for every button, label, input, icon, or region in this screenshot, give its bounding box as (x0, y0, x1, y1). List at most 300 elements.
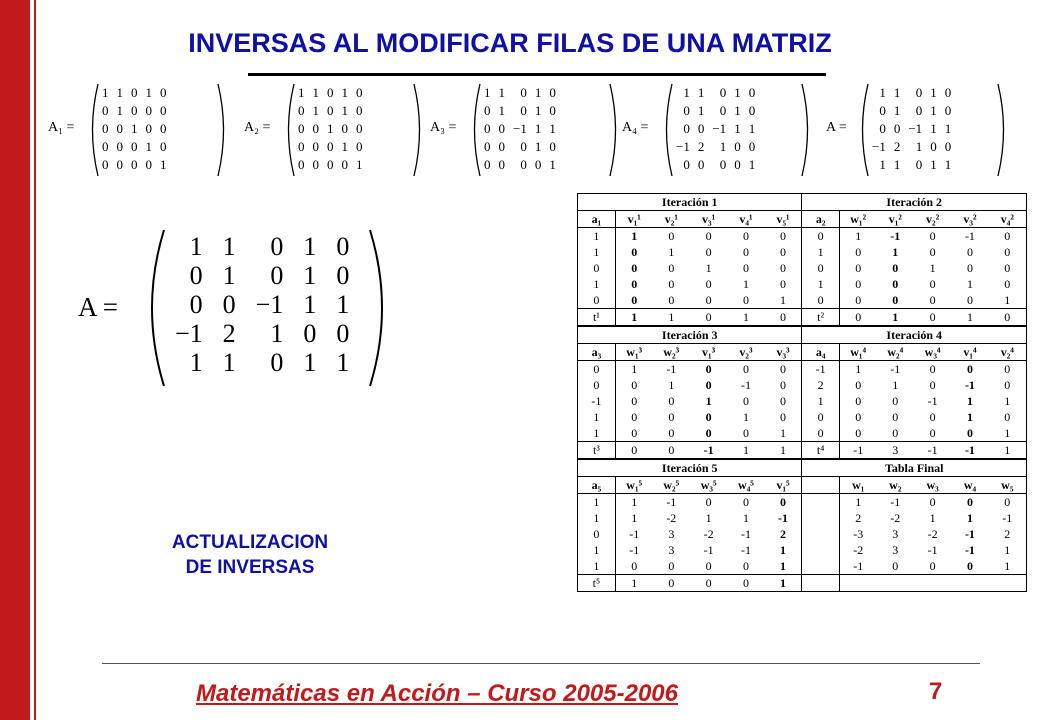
column-header: v₄² (989, 211, 1026, 228)
matrix-cell: 1 (734, 85, 741, 100)
column-header: w₁⁴ (839, 344, 876, 361)
big-matrix-cell: 0 (270, 232, 284, 261)
matrix-cell: 0 (116, 139, 123, 154)
matrix-cell: 1 (893, 157, 901, 172)
iteration-title: Iteración 1 (578, 194, 802, 211)
table-cell: 0 (929, 559, 936, 573)
matrix-cell: 0 (298, 139, 305, 154)
t-row-cell: 0 (839, 309, 876, 326)
table-cell: 0 (855, 378, 862, 392)
table-cell: -1 (853, 559, 864, 573)
table-cell: 0 (705, 495, 712, 509)
matrix-cell: 0 (160, 139, 167, 154)
table-cell: 0 (855, 410, 862, 424)
table-cell: 0 (631, 559, 638, 573)
table-cell: 0 (929, 362, 936, 376)
t-row-cell: 1 (989, 442, 1026, 459)
table-cell: 0 (578, 361, 615, 378)
table-cell (802, 542, 839, 558)
matrix-cell: 1 (893, 85, 901, 100)
matrix-cell: 1 (734, 103, 741, 118)
iteration-tables (577, 193, 1027, 592)
t-row-cell: 0 (690, 575, 727, 592)
table-cell: 1 (802, 276, 839, 292)
t-row-cell: 1 (951, 309, 988, 326)
column-header: w₃ (914, 477, 951, 494)
table-cell: -1 (964, 543, 975, 557)
table-cell: 0 (705, 378, 712, 392)
matrix-cell: −1 (712, 121, 727, 136)
column-header: v₃² (951, 211, 988, 228)
matrix-cell: 0 (719, 157, 727, 172)
table-cell: 0 (705, 362, 712, 376)
footer-text: Matemáticas en Acción – Curso 2005-2006 (196, 680, 679, 707)
small-matrix-label: A₃ = (430, 120, 457, 135)
t-row-cell: t⁴ (802, 442, 839, 459)
actualizacion-caption (100, 530, 400, 580)
matrix-cell: 0 (131, 139, 138, 154)
t-row-cell (951, 575, 988, 592)
column-header: w₄ (951, 477, 988, 494)
t-row-cell: 0 (727, 575, 764, 592)
big-matrix-cell: 0 (303, 319, 317, 348)
big-matrix-cell: 1 (303, 261, 317, 290)
matrix-cell: 0 (549, 139, 556, 154)
table-cell: 0 (765, 260, 802, 276)
matrix-cell: 0 (102, 157, 109, 172)
matrix-cell: 0 (102, 139, 109, 154)
table-cell: 0 (705, 410, 712, 424)
t-row-cell: t¹ (578, 309, 615, 326)
table-cell: 1 (1004, 543, 1011, 557)
matrix-cell: 0 (944, 85, 952, 100)
t-row-cell: 1 (877, 309, 914, 326)
table-cell: 0 (742, 495, 749, 509)
matrix-cell: 1 (327, 121, 334, 136)
matrix-cell: 1 (145, 139, 152, 154)
matrix-cell: 0 (734, 139, 741, 154)
table-cell (802, 558, 839, 575)
table-cell: 0 (802, 292, 839, 309)
table-cell: 1 (578, 558, 615, 575)
table-cell: -1 (666, 495, 677, 509)
matrix-cell: 0 (520, 157, 527, 172)
table-cell: 1 (705, 511, 712, 525)
table-cell: 0 (802, 409, 839, 425)
footer-rule (102, 663, 980, 664)
column-header: v₂⁴ (989, 344, 1026, 361)
table-cell: 1 (578, 228, 615, 245)
matrix-cell: 0 (944, 139, 952, 154)
table-cell: 0 (929, 426, 936, 440)
matrix-cell: 0 (160, 85, 167, 100)
column-header: v₁¹ (615, 211, 652, 228)
small-matrix-label: A₂ = (244, 120, 271, 135)
small-matrix (672, 84, 759, 174)
table-cell: 0 (668, 410, 675, 424)
table-cell: -1 (802, 361, 839, 378)
matrix-cell: 1 (683, 85, 690, 100)
table-cell: -1 (703, 543, 714, 557)
table-cell: 1 (855, 229, 862, 243)
matrix-cell: 1 (549, 157, 556, 172)
table-cell: 0 (742, 293, 749, 307)
matrix-cell: 0 (484, 121, 491, 136)
table-cell: 1 (966, 511, 973, 525)
column-header: v₂² (914, 211, 951, 228)
column-header: w₃⁴ (914, 344, 951, 361)
small-matrix-right-paren (800, 82, 814, 178)
big-matrix-cell: 2 (222, 319, 236, 348)
big-matrix-cell: 0 (189, 261, 203, 290)
big-matrix-cell: 0 (270, 348, 284, 377)
matrix-cell: 0 (915, 157, 923, 172)
table-cell: 1 (631, 511, 638, 525)
table-cell: 1 (802, 244, 839, 260)
t-row-cell (914, 575, 951, 592)
matrix-cell: 1 (930, 85, 937, 100)
matrix-cell: 0 (930, 139, 937, 154)
matrix-cell: 0 (356, 121, 363, 136)
table-cell: 0 (668, 261, 675, 275)
table-cell: 0 (668, 229, 675, 243)
iteration-title: Tabla Final (802, 460, 1026, 477)
table-cell: 0 (578, 526, 615, 542)
matrix-cell: 0 (944, 103, 952, 118)
iteration-table (578, 327, 1026, 458)
table-cell: 0 (705, 426, 712, 440)
column-header: a₃ (578, 344, 615, 361)
table-cell: 1 (1004, 293, 1011, 307)
table-cell: 0 (892, 559, 899, 573)
matrix-cell: 1 (534, 121, 542, 136)
column-header: w₁ (839, 477, 876, 494)
t-row-cell (802, 575, 839, 592)
big-matrix-cell: 1 (303, 348, 317, 377)
column-header (802, 477, 839, 494)
matrix-cell: 0 (131, 157, 138, 172)
small-matrix (294, 84, 367, 174)
table-cell: 0 (1004, 362, 1011, 376)
column-header: w₄⁵ (727, 477, 764, 494)
table-cell: 1 (631, 495, 638, 509)
matrix-cell: 0 (683, 103, 690, 118)
table-cell: 0 (705, 245, 712, 259)
small-matrix (98, 84, 171, 174)
matrix-cell: 0 (145, 157, 152, 172)
table-cell: 0 (892, 410, 899, 424)
table-cell: -1 (740, 543, 751, 557)
small-matrix-right-paren (412, 82, 426, 178)
table-cell: 0 (802, 425, 839, 442)
matrix-cell: 0 (116, 121, 123, 136)
matrix-cell: 0 (719, 85, 727, 100)
matrix-cell: 1 (312, 85, 319, 100)
table-cell: 0 (765, 276, 802, 292)
table-cell: 0 (631, 426, 638, 440)
page-number: 7 (929, 678, 943, 705)
table-cell (802, 494, 839, 511)
column-header: w₅ (989, 477, 1026, 494)
table-cell: 0 (742, 245, 749, 259)
matrix-cell: 0 (520, 103, 527, 118)
table-cell: -1 (765, 510, 802, 526)
table-cell: -1 (740, 378, 751, 392)
table-cell: 0 (631, 394, 638, 408)
matrix-cell: −1 (872, 139, 886, 154)
actualizacion-line1: ACTUALIZACION (171, 532, 329, 553)
column-header: v₁² (877, 211, 914, 228)
t-row-cell: 0 (765, 309, 802, 326)
table-cell: 0 (1004, 495, 1011, 509)
table-cell: 1 (765, 542, 802, 558)
matrix-cell: 1 (748, 157, 756, 172)
table-cell: 0 (631, 245, 638, 259)
table-cell: 0 (705, 559, 712, 573)
actualizacion-line2: DE INVERSAS (185, 557, 315, 578)
column-header: a₁ (578, 211, 615, 228)
table-cell: 1 (966, 410, 973, 424)
table-cell: -1 (927, 543, 938, 557)
matrix-cell: 1 (930, 121, 937, 136)
column-header: a₄ (802, 344, 839, 361)
matrix-cell: 2 (697, 139, 705, 154)
table-cell: 0 (578, 260, 615, 276)
table-cell: 0 (929, 495, 936, 509)
t-row-cell: 1 (615, 309, 652, 326)
matrix-cell: 0 (116, 157, 123, 172)
table-cell: 1 (855, 495, 862, 509)
table-cell: 0 (855, 426, 862, 440)
matrix-cell: 1 (697, 85, 705, 100)
matrix-cell: 1 (116, 103, 123, 118)
table-cell: 1 (578, 244, 615, 260)
column-header: a₂ (802, 211, 839, 228)
column-header: w₃⁵ (690, 477, 727, 494)
table-cell: 1 (705, 261, 712, 275)
matrix-cell: 0 (327, 157, 334, 172)
matrix-cell: 1 (498, 85, 505, 100)
table-cell: -1 (964, 229, 975, 243)
table-cell: -2 (890, 511, 901, 525)
matrix-cell: 0 (549, 85, 556, 100)
table-cell: 1 (1004, 559, 1011, 573)
table-cell: 1 (668, 378, 675, 392)
matrix-cell: −1 (908, 121, 923, 136)
big-right-paren (366, 228, 396, 388)
matrix-cell: 1 (145, 85, 152, 100)
table-cell: 0 (765, 409, 802, 425)
matrix-cell: 1 (944, 121, 952, 136)
table-cell: 0 (929, 378, 936, 392)
matrix-cell: 1 (116, 85, 123, 100)
matrix-cell: 0 (312, 157, 319, 172)
matrix-cell: 0 (145, 121, 152, 136)
table-cell: 1 (765, 292, 802, 309)
big-matrix-cell: −1 (255, 290, 284, 319)
small-matrix (868, 84, 955, 174)
table-cell: 2 (802, 377, 839, 393)
table-cell: -1 (629, 527, 640, 541)
big-matrix-cell: 1 (189, 348, 203, 377)
table-cell: 3 (668, 527, 675, 541)
big-matrix-cell: 0 (336, 319, 350, 348)
table-cell: 0 (668, 293, 675, 307)
matrix-cell: 0 (312, 139, 319, 154)
big-matrix-cell: 0 (189, 290, 203, 319)
matrix-cell: 0 (893, 121, 901, 136)
matrix-cell: 1 (893, 103, 901, 118)
t-row-cell (989, 575, 1026, 592)
matrix-cell: 0 (160, 121, 167, 136)
table-cell: 0 (668, 394, 675, 408)
table-cell: 0 (855, 261, 862, 275)
matrix-cell: 1 (102, 85, 109, 100)
table-cell: 0 (1004, 410, 1011, 424)
matrix-cell: 0 (160, 103, 167, 118)
matrix-cell: 1 (341, 85, 348, 100)
table-cell: -1 (964, 527, 975, 541)
table-cell: 1 (765, 558, 802, 575)
table-cell: 1 (765, 425, 802, 442)
matrix-cell: 1 (697, 103, 705, 118)
table-cell: 1 (578, 425, 615, 442)
matrix-cell: 1 (131, 121, 138, 136)
big-matrix-cell: 0 (336, 232, 350, 261)
title-underline (248, 73, 826, 76)
table-cell: 0 (742, 362, 749, 376)
matrix-cell: 0 (520, 85, 527, 100)
table-cell: 0 (742, 559, 749, 573)
table-cell: -1 (964, 378, 975, 392)
table-cell: 1 (578, 542, 615, 558)
matrix-cell: 0 (327, 103, 334, 118)
table-cell: -1 (927, 394, 938, 408)
table-cell: 0 (802, 228, 839, 245)
big-matrix-cell: 1 (303, 232, 317, 261)
table-cell: 0 (855, 293, 862, 307)
table-cell: 1 (668, 245, 675, 259)
t-row-cell: t⁵ (578, 575, 615, 592)
t-row-cell: 0 (989, 309, 1026, 326)
table-cell: 2 (1004, 527, 1011, 541)
table-cell: 1 (929, 511, 936, 525)
table-cell: 0 (929, 245, 936, 259)
table-cell: -1 (890, 362, 901, 376)
table-cell: 0 (966, 362, 973, 376)
matrix-cell: 0 (484, 139, 491, 154)
matrix-cell: 0 (102, 103, 109, 118)
table-cell: -1 (629, 543, 640, 557)
matrix-cell: 0 (356, 103, 363, 118)
matrix-cell: 0 (131, 85, 138, 100)
table-cell: 3 (892, 527, 899, 541)
big-matrix-cell: 0 (222, 290, 236, 319)
table-cell: 1 (802, 393, 839, 409)
iteration-title: Iteración 3 (578, 327, 802, 344)
matrix-cell: 0 (748, 85, 756, 100)
table-cell: 2 (855, 511, 862, 525)
column-header: w₂⁵ (653, 477, 690, 494)
table-cell: 0 (705, 277, 712, 291)
column-header: v₄¹ (727, 211, 764, 228)
matrix-cell: 0 (298, 103, 305, 118)
table-cell: 0 (929, 293, 936, 307)
small-matrix (480, 84, 560, 174)
table-cell: 0 (929, 277, 936, 291)
column-header: v₃³ (765, 344, 802, 361)
matrix-cell: 1 (341, 103, 348, 118)
matrix-cell: 1 (944, 157, 952, 172)
matrix-cell: 1 (734, 121, 741, 136)
small-matrix-right-paren (996, 82, 1010, 178)
column-header: w₂⁴ (877, 344, 914, 361)
table-cell: 1 (929, 261, 936, 275)
table-cell: 0 (892, 394, 899, 408)
matrix-cell: 0 (520, 139, 527, 154)
table-cell: 0 (1004, 245, 1011, 259)
table-cell: 0 (802, 260, 839, 276)
table-cell: -1 (666, 362, 677, 376)
table-cell: 0 (892, 293, 899, 307)
table-cell: 0 (966, 245, 973, 259)
table-cell: -1 (1002, 511, 1013, 525)
matrix-cell: 1 (930, 157, 937, 172)
table-cell: 0 (892, 426, 899, 440)
table-cell: 0 (855, 245, 862, 259)
big-matrix-cell: 1 (222, 261, 236, 290)
matrix-cell: 0 (748, 139, 756, 154)
t-row-cell: 1 (765, 575, 802, 592)
table-cell: -3 (853, 527, 864, 541)
matrix-cell: 1 (534, 103, 542, 118)
matrix-cell: 1 (879, 157, 886, 172)
table-cell: 0 (631, 378, 638, 392)
matrix-cell: 0 (145, 103, 152, 118)
small-matrix-label: A₄ = (622, 120, 649, 135)
table-cell: 0 (631, 293, 638, 307)
matrix-cell: 0 (697, 157, 705, 172)
table-cell: 0 (966, 293, 973, 307)
matrix-cell: 0 (341, 157, 348, 172)
t-row-cell: 3 (877, 442, 914, 459)
matrix-cell: 0 (683, 157, 690, 172)
column-header: w₁⁵ (615, 477, 652, 494)
column-header: v₅¹ (765, 211, 802, 228)
table-cell: 0 (1004, 261, 1011, 275)
table-cell: 1 (892, 245, 899, 259)
matrix-cell: 0 (748, 103, 756, 118)
big-matrix (165, 232, 359, 377)
table-cell: -1 (890, 229, 901, 243)
table-cell: 0 (855, 394, 862, 408)
matrix-cell: 1 (549, 121, 556, 136)
big-matrix-cell: 1 (222, 348, 236, 377)
matrix-cell: 2 (893, 139, 901, 154)
t-row-cell: 0 (653, 575, 690, 592)
matrix-cell: 0 (484, 157, 491, 172)
table-cell (802, 526, 839, 542)
table-cell: 0 (966, 559, 973, 573)
t-row-cell: 1 (615, 575, 652, 592)
matrix-cell: 0 (719, 103, 727, 118)
iteration-title: Iteración 5 (578, 460, 802, 477)
table-cell: 1 (578, 494, 615, 511)
big-matrix-cell: 1 (336, 348, 350, 377)
table-cell: 0 (892, 277, 899, 291)
table-cell: 0 (855, 277, 862, 291)
iteration-table (578, 460, 1026, 591)
